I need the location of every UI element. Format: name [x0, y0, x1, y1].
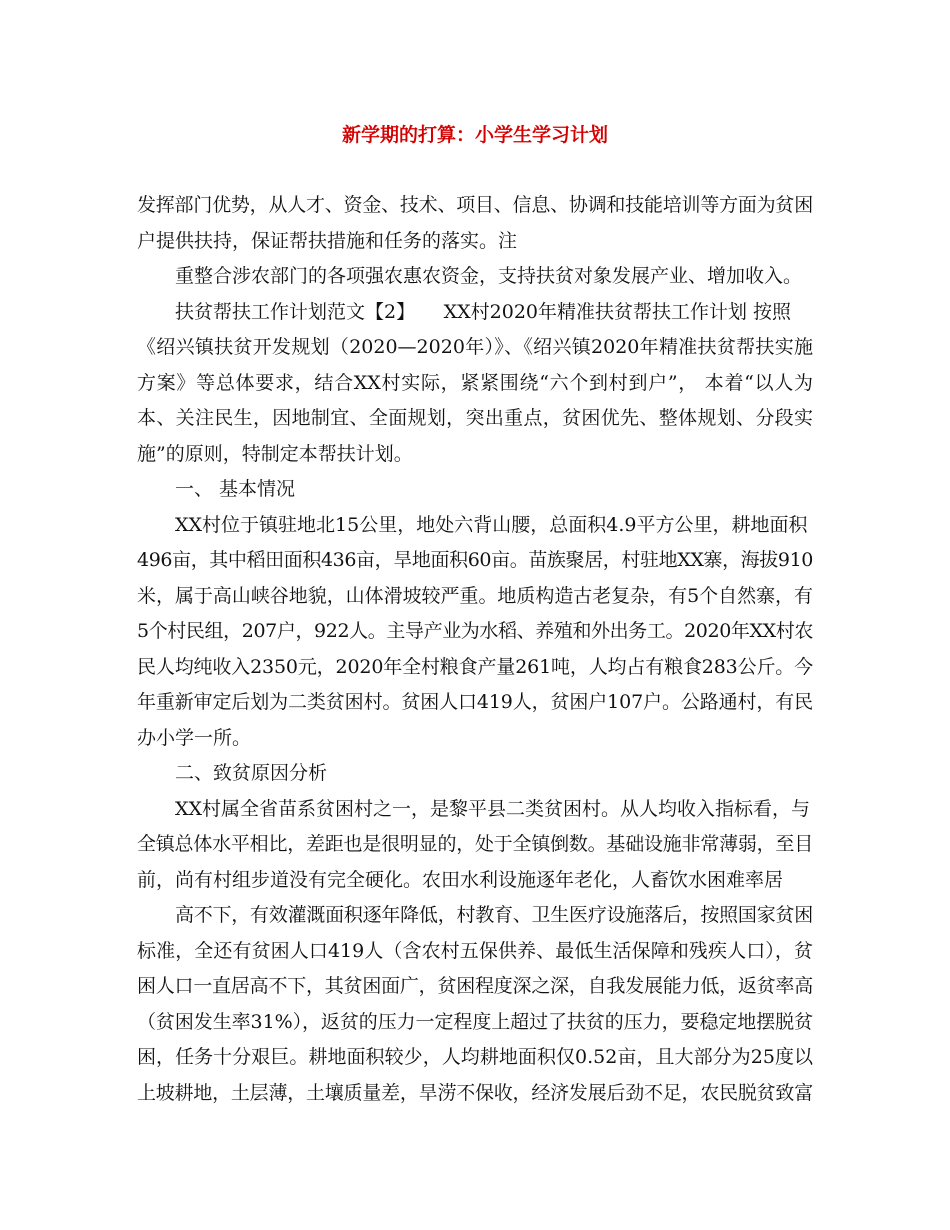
paragraph-line: 困，任务十分艰巨。耕地面积较少，人均耕地面积仅0.52亩，且大部分为25度以 [137, 1046, 813, 1068]
paragraph-line: 施”的原则，特制定本帮扶计划。 [137, 442, 413, 465]
paragraph-line: 民人均纯收入2350元，2020年全村粮食产量261吨，人均占有粮食283公斤。今 [137, 655, 813, 678]
paragraph-line: （贫困发生率31%），返贫的压力一定程度上超过了扶贫的压力，要稳定地摆脱贫 [137, 1010, 813, 1033]
paragraph-line: XX村属全省苗系贫困村之一，是黎平县二类贫困村。从人均收入指标看，与 [175, 797, 811, 820]
paragraph-line: 5个村民组，207户，922人。主导产业为水稻、养殖和外出务工。2020年XX村农 [137, 620, 813, 642]
document-body [137, 188, 813, 1111]
paragraph-line: 496亩，其中稻田面积436亩，旱地面积60亩。苗族聚居，村驻地XX寨，海拔910 [137, 549, 813, 571]
section-heading: 二、致贫原因分析 [175, 762, 328, 784]
paragraph-line: 全镇总体水平相比，差距也是很明显的，处于全镇倒数。基础设施非常薄弱，至目 [137, 833, 813, 855]
paragraph-line: 重整合涉农部门的各项强农惠农资金，支持扶贫对象发展产业、增加收入。 [175, 265, 803, 287]
paragraph-line: 本、关注民生，因地制宜、全面规划，突出重点，贫困优先、整体规划、分段实 [137, 407, 813, 429]
document-title: 新学期的打算：小学生学习计划 [341, 124, 608, 146]
paragraph-line: 《绍兴镇扶贫开发规划（2020—2020年）》、《绍兴镇2020年精准扶贫帮扶实施 [137, 336, 813, 358]
paragraph-line: 标准，全还有贫困人口419人（含农村五保供养、最低生活保障和残疾人口），贫 [137, 939, 813, 962]
paragraph-line: 户提供扶持，保证帮扶措施和任务的落实。注 [137, 229, 518, 252]
paragraph-line: 办小学一所。 [137, 726, 252, 749]
paragraph-line: 扶贫帮扶工作计划范文【2】 XX村2020年精准扶贫帮扶工作计划 按照 [175, 300, 792, 323]
paragraph-line: 发挥部门优势，从人才、资金、技术、项目、信息、协调和技能培训等方面为贫困 [137, 194, 813, 216]
paragraph-line: 前，尚有村组步道没有完全硬化。农田水利设施逐年老化，人畜饮水困难率居 [137, 868, 784, 891]
paragraph-line: 上坡耕地，土层薄，土壤质量差，旱涝不保收，经济发展后劲不足，农民脱贫致富 [137, 1081, 813, 1104]
paragraph-line: 困人口一直居高不下，其贫困面广，贫困程度深之深，自我发展能力低，返贫率高 [137, 975, 813, 997]
section-heading: 一、 基本情况 [175, 478, 296, 500]
paragraph-line: 高不下，有效灌溉面积逐年降低，村教育、卫生医疗设施落后，按照国家贫困 [175, 904, 813, 926]
paragraph-line: 年重新审定后划为二类贫困村。贫困人口419人，贫困户107户。公路通村，有民 [137, 691, 813, 713]
paragraph-line: 方案》等总体要求，结合XX村实际，紧紧围绕“六个到村到户”， 本着“以人为 [137, 371, 813, 394]
paragraph-line: 米，属于高山峡谷地貌，山体滑坡较严重。地质构造古老复杂，有5个自然寨，有 [137, 584, 813, 607]
paragraph-line: XX村位于镇驻地北15公里，地处六背山腰，总面积4.9平方公里，耕地面积 [175, 513, 808, 536]
